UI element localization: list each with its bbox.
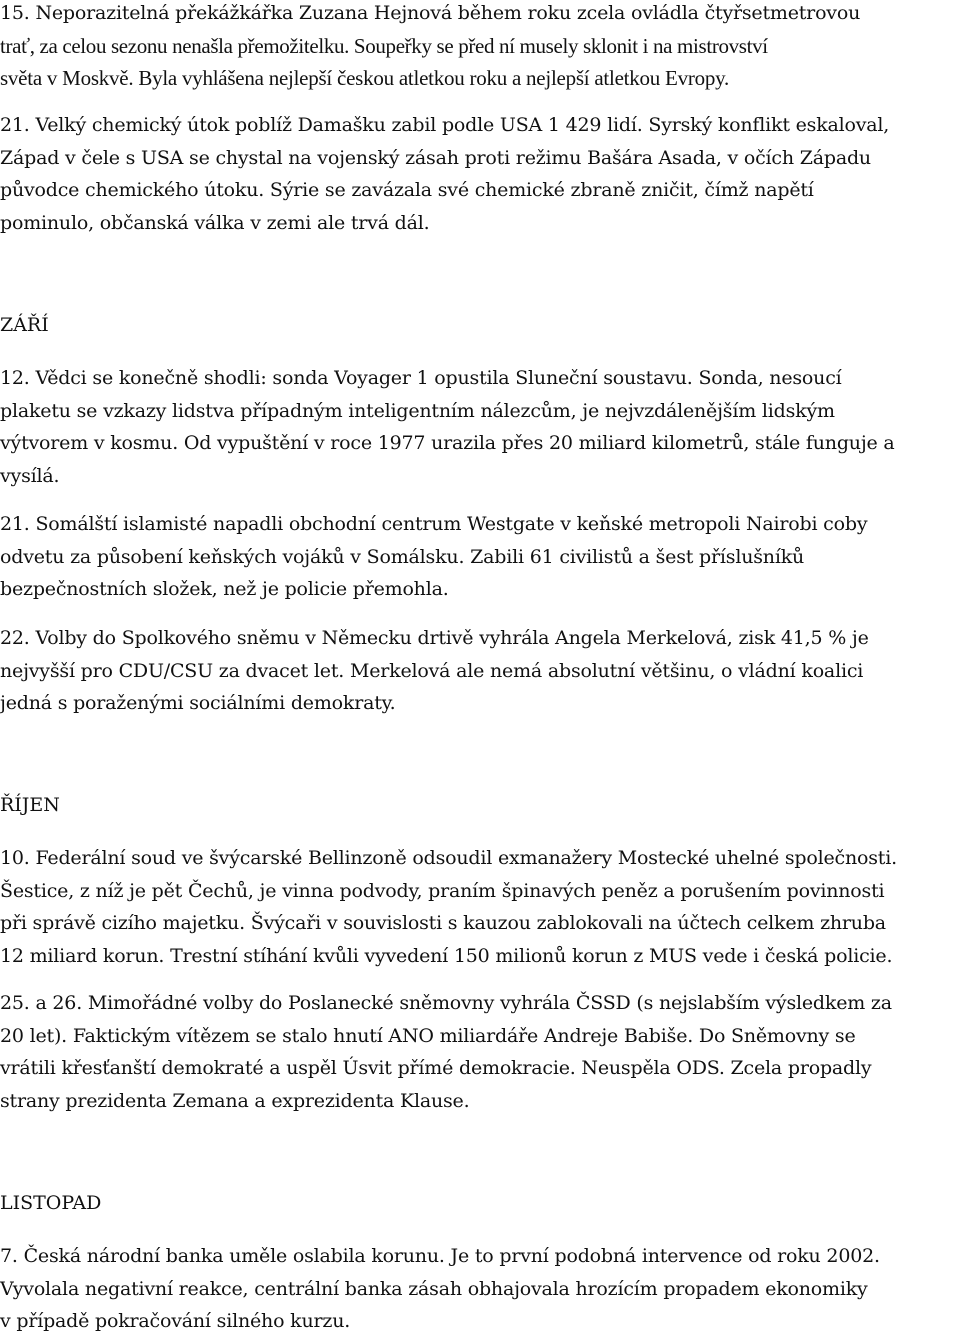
paragraph-mus	[0, 842, 897, 972]
text-line: odvetu za působení keňských vojáků v Somálsku. Zabili 61 civilistů a šest příslušníků	[0, 545, 805, 568]
paragraph-damasek	[0, 109, 889, 239]
text-line: 12. Vědci se konečně shodli: sonda Voyager 1 opustila Sluneční soustavu. Sonda, nesoucí	[0, 367, 842, 389]
paragraph-westgate	[0, 508, 867, 606]
paragraph-hejnova	[0, 0, 860, 95]
text-line: jedná s poraženými sociálními demokraty.	[0, 692, 396, 714]
text-line: 20 let). Faktickým vítězem se stalo hnutí ANO miliardáře Andreje Babiše. Do Sněmovny se	[0, 1024, 856, 1047]
text-line: 10. Federální soud ve švýcarské Bellinzoně odsoudil exmanažery Mostecké uhelné společnosti.	[0, 847, 897, 869]
text-line: 12 miliard korun. Trestní stíhání kvůli vyvedení 150 milionů korun z MUS vede i česká policie.	[0, 944, 893, 967]
text-line: trať, za celou sezonu nenašla přemožitelku. Soupeřky se před ní musely sklonit i na mistrovství	[0, 33, 768, 58]
paragraph-volby	[0, 987, 892, 1117]
text-line: pominulo, občanská válka v zemi ale trvá dál.	[0, 211, 430, 234]
text-line: světa v Moskvě. Byla vyhlášena nejlepší českou atletkou roku a nejlepší atletkou Evropy.	[0, 66, 729, 90]
text-line: Šestice, z níž je pět Čechů, je vinna podvody, praním špinavých peněz a porušením povinnosti	[0, 879, 885, 902]
text-line: 7. Česká národní banka uměle oslabila korunu. Je to první podobná intervence od roku 2002.	[0, 1245, 880, 1267]
text-line: původce chemického útoku. Sýrie se zavázala své chemické zbraně zničit, čímž napětí	[0, 179, 814, 201]
text-line: vysílá.	[0, 464, 60, 487]
text-line: plaketu se vzkazy lidstva případným inteligentním nálezcům, je nejvzdálenějším lidským	[0, 399, 835, 422]
text-line: 15. Neporazitelná překážkářka Zuzana Hejnová během roku zcela ovládla čtyřsetmetrovou	[0, 2, 861, 24]
text-line: při správě cizího majetku. Švýcaři v souvislosti s kauzou zablokovali na účtech celkem zhruba	[0, 912, 886, 934]
text-line: nejvyšší pro CDU/CSU za dvacet let. Merkelová ale nemá absolutní většinu, o vládní koalici	[0, 659, 864, 682]
text-line: výtvorem v kosmu. Od vypuštění v roce 1977 urazila přes 20 miliard kilometrů, stále funguje a	[0, 432, 895, 454]
text-line: 22. Volby do Spolkového sněmu v Německu drtivě vyhrála Angela Merkelová, zisk 41,5 % je	[0, 627, 869, 649]
paragraph-voyager	[0, 362, 895, 492]
month-heading-zari: ZÁŘÍ	[0, 314, 49, 336]
text-line: 21. Somálští islamisté napadli obchodní centrum Westgate v keňské metropoli Nairobi coby	[0, 513, 868, 535]
text-line: Vyvolala negativní reakce, centrální banka zásah obhajovala hrozícím propadem ekonomiky	[0, 1277, 868, 1300]
text-line: bezpečnostních složek, než je policie přemohla.	[0, 578, 449, 600]
text-line: Západ v čele s USA se chystal na vojenský zásah proti režimu Bašára Asada, v očích Západu	[0, 146, 871, 169]
text-line: strany prezidenta Zemana a exprezidenta Klause.	[0, 1089, 470, 1112]
paragraph-cnb	[0, 1240, 880, 1338]
text-line: vrátili křesťanští demokraté a uspěl Úsvit přímé demokracie. Neuspěla ODS. Zcela propadly	[0, 1057, 872, 1079]
month-heading-listopad: LISTOPAD	[0, 1192, 102, 1214]
month-heading-rijen: ŘÍJEN	[0, 794, 60, 816]
text-line: 25. a 26. Mimořádné volby do Poslanecké sněmovny vyhrála ČSSD (s nejslabším výsledkem za	[0, 992, 892, 1014]
paragraph-merkelova	[0, 622, 869, 720]
text-line: v případě pokračování silného kurzu.	[0, 1310, 351, 1332]
text-line: 21. Velký chemický útok poblíž Damašku zabil podle USA 1 429 lidí. Syrský konflikt eskaloval,	[0, 114, 890, 136]
